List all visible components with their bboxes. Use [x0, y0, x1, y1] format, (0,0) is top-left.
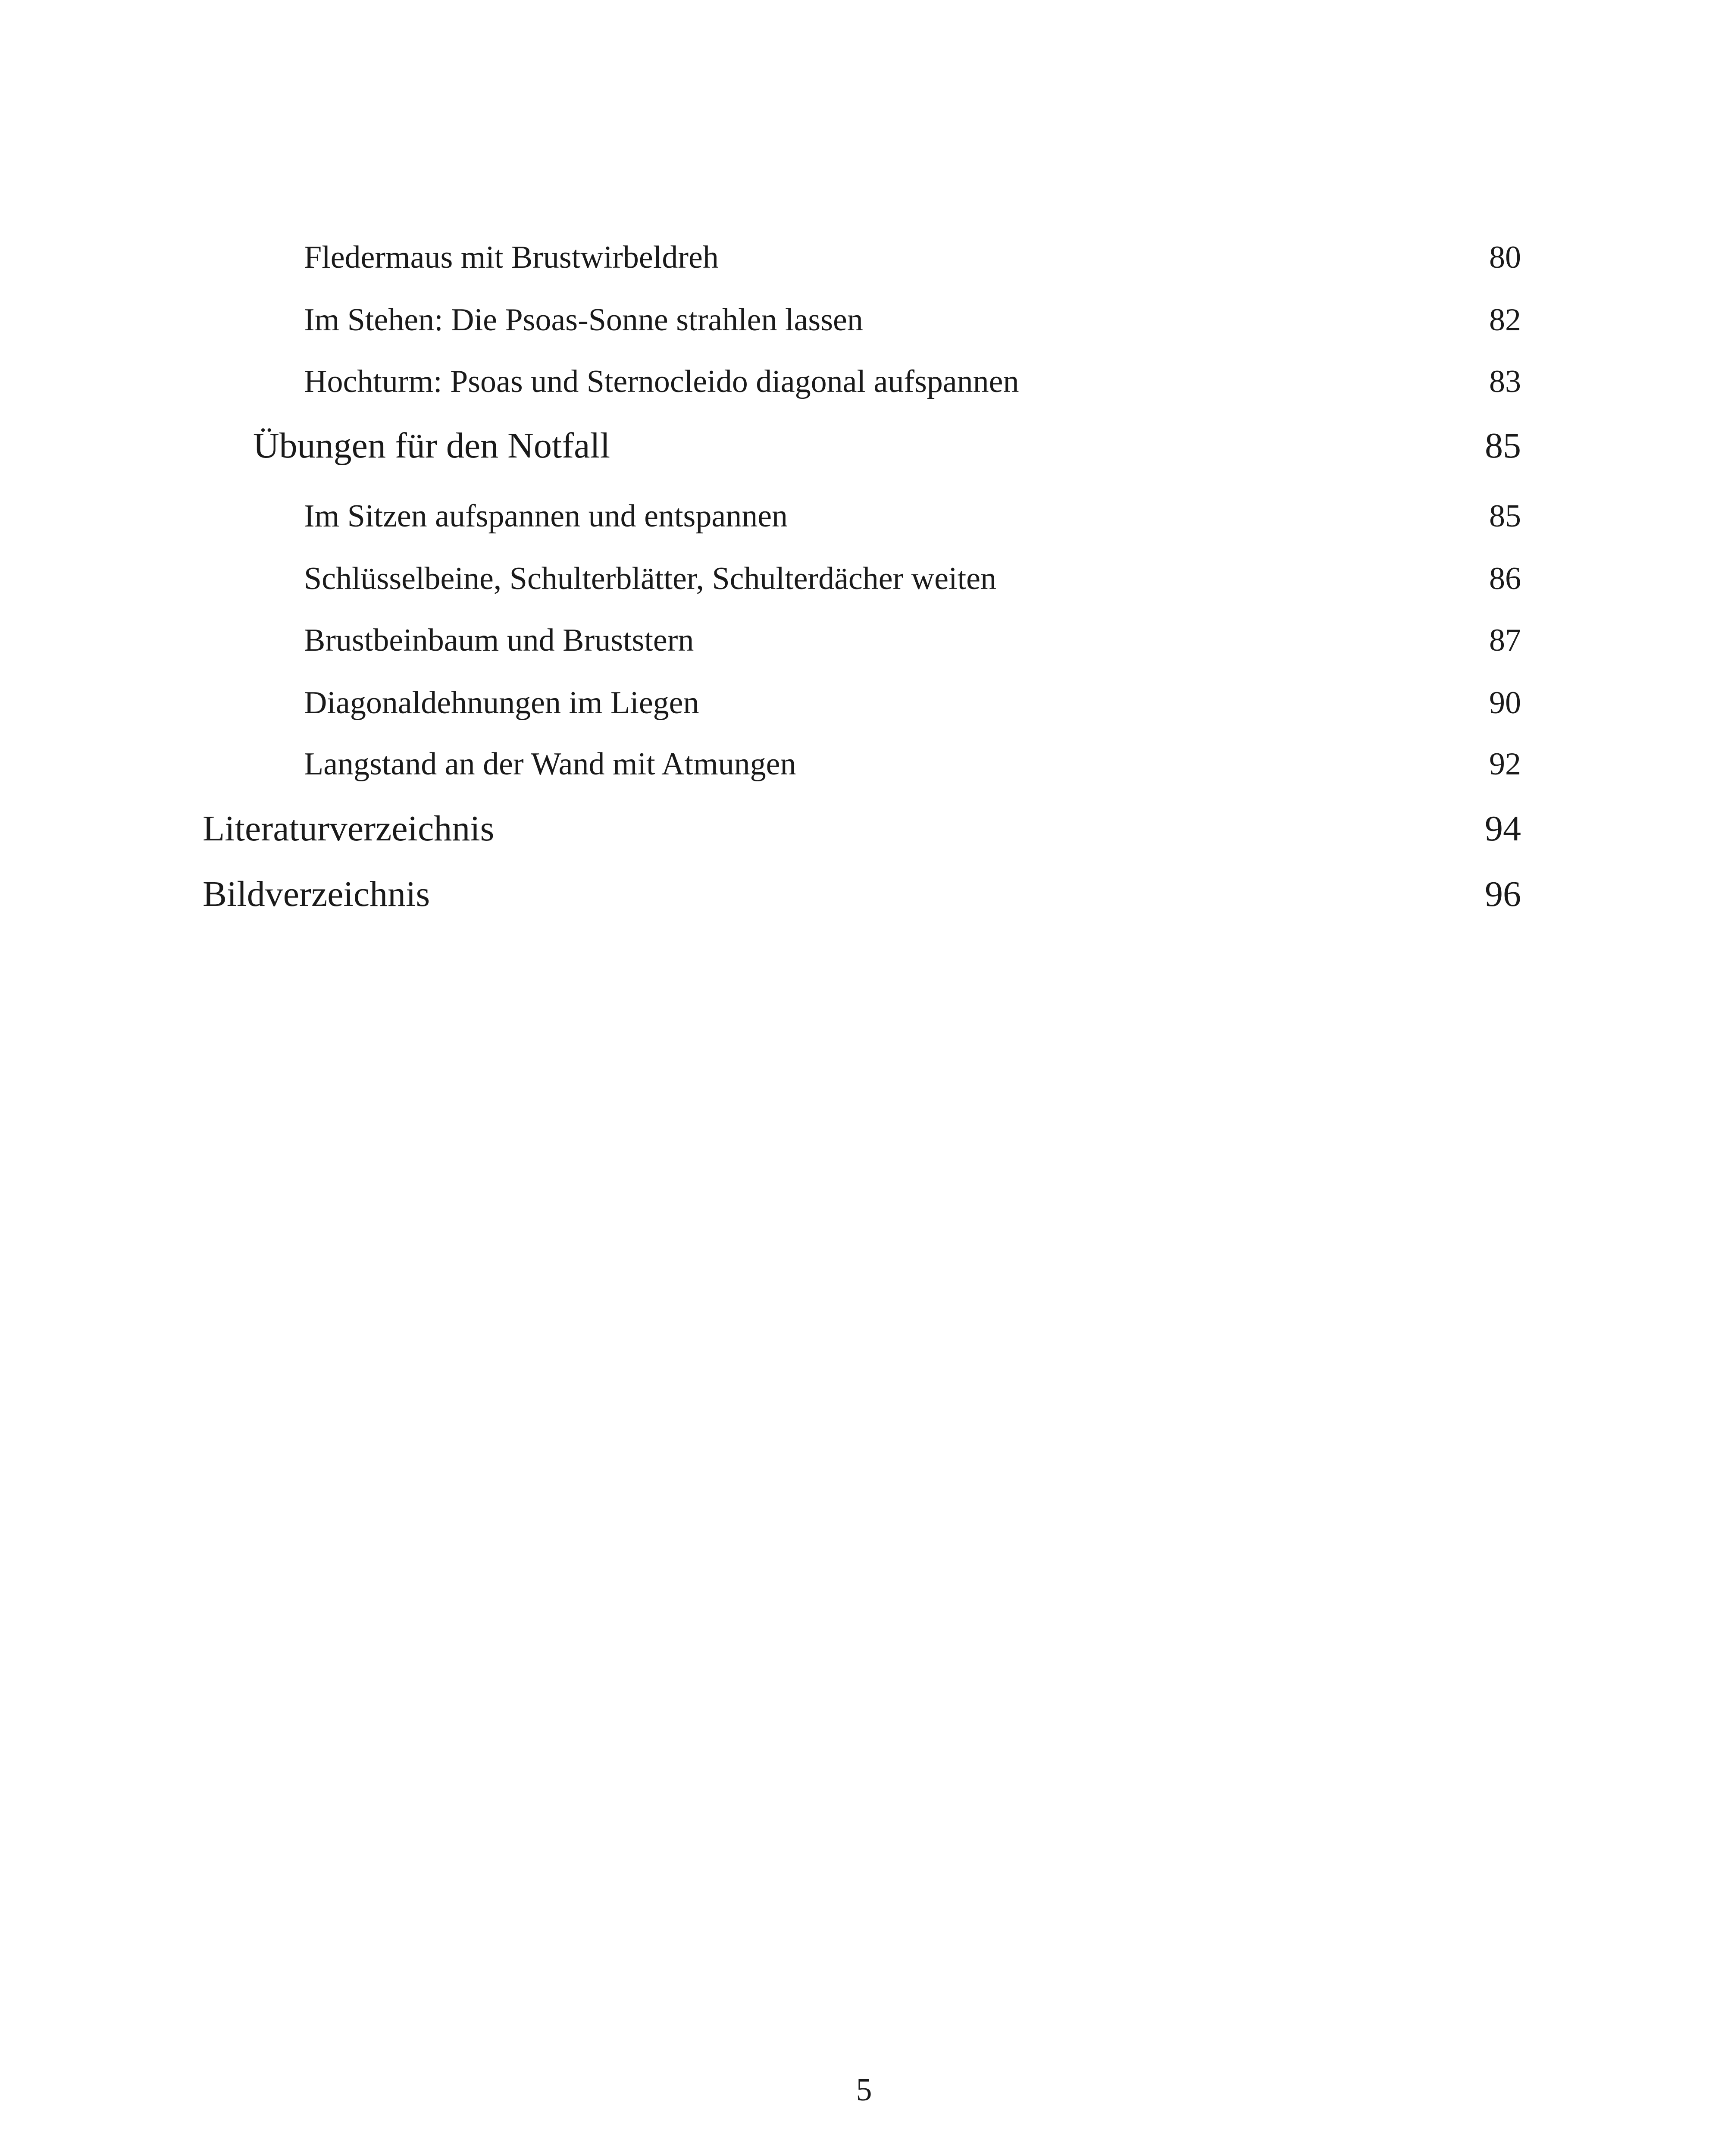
toc-entry-page: 94 [1485, 808, 1521, 849]
toc-entry-title: Im Stehen: Die Psoas-Sonne strahlen lassen [304, 302, 863, 338]
toc-entry-title: Fledermaus mit Brustwirbeldreh [304, 240, 719, 275]
toc-entry-page: 87 [1489, 623, 1521, 658]
page-number: 5 [856, 2072, 872, 2108]
toc-entry-title: Literaturverzeichnis [203, 808, 495, 849]
toc-entry[interactable] [304, 302, 1521, 338]
toc-entry-page: 85 [1489, 498, 1521, 534]
toc-entry-title: Bildverzeichnis [203, 874, 430, 914]
toc-entry-page: 80 [1489, 240, 1521, 275]
toc-entry-page: 85 [1485, 426, 1521, 466]
toc-entry-page: 92 [1489, 746, 1521, 782]
toc-entry-page: 83 [1489, 364, 1521, 399]
toc-section-entry[interactable] [253, 425, 1521, 467]
toc-entry-title: Langstand an der Wand mit Atmungen [304, 746, 796, 782]
toc-entry[interactable] [304, 746, 1521, 783]
toc-entry-title: Brustbeinbaum und Bruststern [304, 623, 694, 658]
toc-entry-title: Schlüsselbeine, Schulterblätter, Schulterdächer weiten [304, 561, 996, 596]
toc-entry-title: Diagonaldehnungen im Liegen [304, 685, 699, 721]
toc-chapter-entry[interactable] [203, 873, 1521, 915]
toc-entry-title: Hochturm: Psoas und Sternocleido diagonal aufspannen [304, 364, 1019, 399]
toc-entry-page: 86 [1489, 561, 1521, 596]
toc-entry-page: 82 [1489, 302, 1521, 338]
toc-entry[interactable] [304, 561, 1521, 597]
toc-entry-title: Übungen für den Notfall [253, 426, 610, 466]
toc-entry[interactable] [304, 498, 1521, 535]
toc-entry-title: Im Sitzen aufspannen und entspannen [304, 498, 788, 534]
toc-entry-page: 90 [1489, 685, 1521, 721]
toc-entry[interactable] [304, 622, 1521, 659]
toc-entry-page: 96 [1485, 874, 1521, 914]
toc-chapter-entry[interactable] [203, 808, 1521, 849]
toc-entry[interactable] [304, 239, 1521, 276]
toc-entry[interactable] [304, 364, 1521, 400]
toc-entry[interactable] [304, 685, 1521, 721]
